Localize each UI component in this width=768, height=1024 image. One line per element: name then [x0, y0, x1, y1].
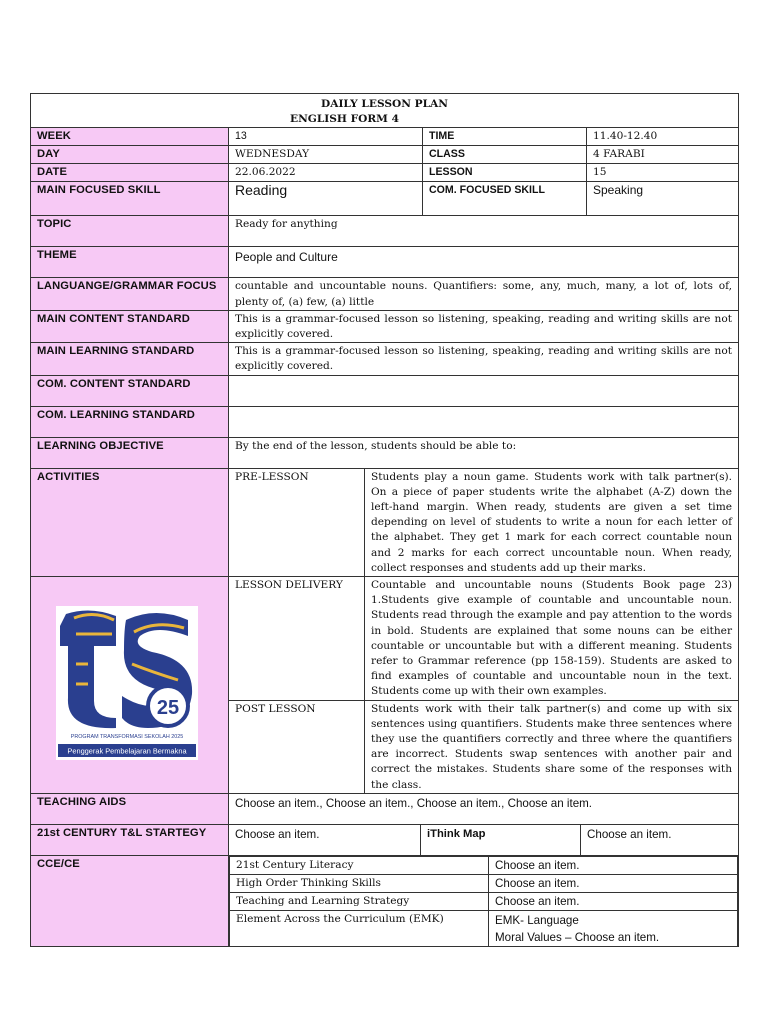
topic-label: TOPIC — [31, 216, 229, 247]
theme-value: People and Culture — [229, 247, 739, 278]
lesson-label: LESSON — [423, 164, 587, 182]
logo-cell — [31, 577, 229, 794]
strategy-label: 21st CENTURY T&L STARTEGY — [31, 824, 229, 855]
post-lesson-label: POST LESSON — [229, 700, 365, 793]
cce-item-name: High Order Thinking Skills — [230, 874, 489, 892]
day-value: WEDNESDAY — [229, 146, 423, 164]
logo-caption: PROGRAM TRANSFORMASI SEKOLAH 2025 — [70, 733, 183, 740]
class-value: 4 FARABI — [587, 146, 739, 164]
cce-label: CCE/CE — [31, 855, 229, 947]
theme-label: THEME — [31, 247, 229, 278]
cce-grid — [229, 855, 739, 947]
title-line: DAILY LESSON PLAN — [321, 98, 448, 110]
lesson-plan-document — [30, 93, 738, 947]
week-value: 13 — [229, 128, 423, 146]
teaching-aids-label: TEACHING AIDS — [31, 793, 229, 824]
cce-item-name: Teaching and Learning Strategy — [230, 892, 489, 910]
com-content-standard-value — [229, 375, 739, 406]
activities-label: ACTIVITIES — [31, 468, 229, 576]
main-learning-standard-value: This is a grammar-focused lesson so listening, speaking, reading and writing skills are not explicitly covered. — [229, 343, 739, 375]
learning-objective-value: By the end of the lesson, students should be able to: — [229, 437, 739, 468]
cce-table — [229, 856, 738, 947]
logo-number: 25 — [156, 696, 179, 719]
time-value: 11.40-12.40 — [587, 128, 739, 146]
cce-item-value[interactable]: Choose an item. — [489, 892, 738, 910]
com-skill-label: COM. FOCUSED SKILL — [423, 182, 587, 216]
ithink-map-value[interactable]: Choose an item. — [581, 824, 739, 855]
day-label: DAY — [31, 146, 229, 164]
lesson-delivery-text: Countable and uncountable nouns (Students Book page 23) 1.Students give example of countable and uncountable noun. Students read through the example and pay attention to the words in bold. Students are explained that some nouns can be either countable or uncountable but with a different meaning. Students refer to Grammar reference (pp 158-159). Students are asked to find examples of countable and uncountable noun in the text. Students come up with their own examples. — [365, 577, 739, 701]
main-learning-standard-label: MAIN LEARNING STANDARD — [31, 343, 229, 375]
grammar-label: LANGUANGE/GRAMMAR FOCUS — [31, 278, 229, 310]
lesson-delivery-label: LESSON DELIVERY — [229, 577, 365, 701]
subtitle-line: ENGLISH FORM 4 — [290, 113, 399, 126]
emk-value: EMK- Language — [495, 913, 579, 927]
teaching-aids-value[interactable]: Choose an item., Choose an item., Choose an item., Choose an item. — [229, 793, 739, 824]
main-skill-label: MAIN FOCUSED SKILL — [31, 182, 229, 216]
strategy-value[interactable]: Choose an item. — [229, 824, 421, 855]
com-content-standard-label: COM. CONTENT STANDARD — [31, 375, 229, 406]
learning-objective-label: LEARNING OBJECTIVE — [31, 437, 229, 468]
date-label: DATE — [31, 164, 229, 182]
cce-item-name: Element Across the Curriculum (EMK) — [230, 910, 489, 946]
cce-item-value[interactable]: Choose an item. — [489, 856, 738, 874]
date-value: 22.06.2022 — [229, 164, 423, 182]
com-learning-standard-value — [229, 406, 739, 437]
topic-value: Ready for anything — [229, 216, 739, 247]
com-learning-standard-label: COM. LEARNING STANDARD — [31, 406, 229, 437]
cce-item-name: 21st Century Literacy — [230, 856, 489, 874]
grammar-value: countable and uncountable nouns. Quantifiers: some, any, much, many, a lot of, lots of, plenty of, (a) few, (a) little — [229, 278, 739, 310]
pre-lesson-label: PRE-LESSON — [229, 468, 365, 576]
com-skill-value: Speaking — [587, 182, 739, 216]
logo-banner: Penggerak Pembelajaran Bermakna — [66, 746, 187, 756]
week-label: WEEK — [31, 128, 229, 146]
main-content-standard-label: MAIN CONTENT STANDARD — [31, 310, 229, 342]
document-title — [31, 94, 739, 128]
main-content-standard-value: This is a grammar-focused lesson so listening, speaking, reading and writing skills are not explicitly covered. — [229, 310, 739, 342]
moral-values-value[interactable]: Moral Values – Choose an item. — [495, 930, 660, 944]
cce-item-value — [489, 910, 738, 946]
time-label: TIME — [423, 128, 587, 146]
lesson-plan-table — [30, 93, 739, 947]
ithink-map-label: iThink Map — [421, 824, 581, 855]
cce-item-value[interactable]: Choose an item. — [489, 874, 738, 892]
lesson-value: 15 — [587, 164, 739, 182]
pre-lesson-text: Students play a noun game. Students work with talk partner(s). On a piece of paper students write the alphabet (A-Z) down the left-hand margin. When ready, students are given a set time depending on level of students to write a noun for each letter of the alphabet. They get 1 mark for each correct countable noun and 2 marks for each correct uncountable noun. When ready, collect responses and students add up their marks. — [365, 468, 739, 576]
post-lesson-text: Students work with their talk partner(s) and come up with six sentences using quantifiers. Students make three sentences where they use the quantifiers correctly and three where the quantifiers are incorrect. Students swap sentences with another pair and correct the mistakes. Students share some of the responses with the class. — [365, 700, 739, 793]
class-label: CLASS — [423, 146, 587, 164]
main-skill-value: Reading — [229, 182, 423, 216]
program-logo-icon — [56, 606, 198, 760]
